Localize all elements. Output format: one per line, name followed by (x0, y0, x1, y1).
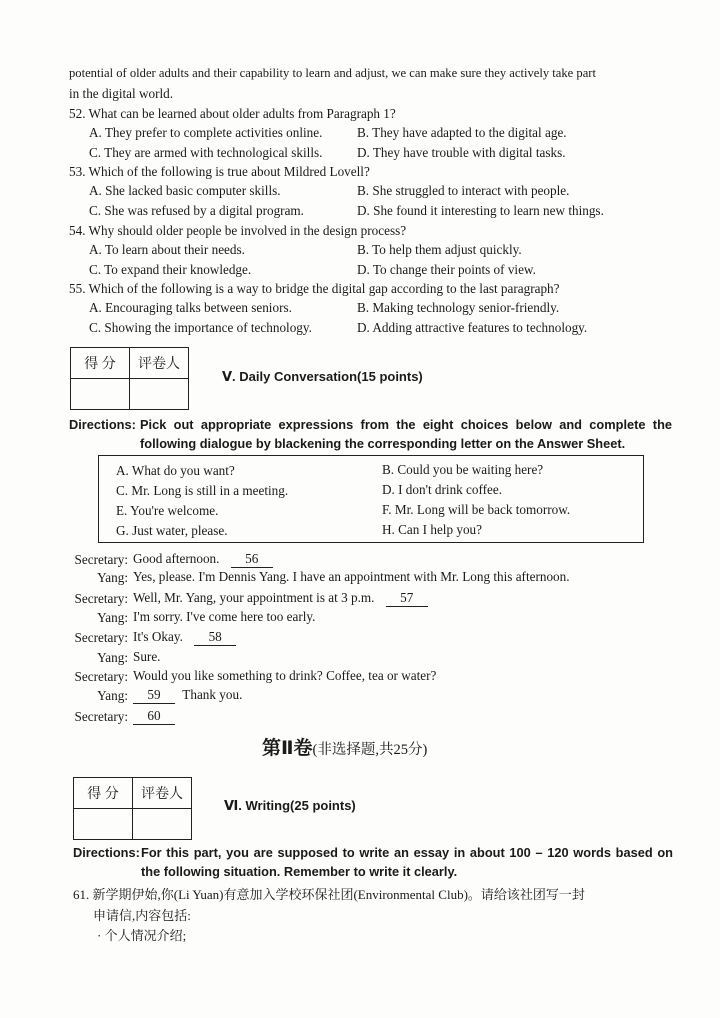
dialogue-speaker: Yang: (97, 610, 128, 625)
score-cell (71, 379, 130, 410)
dialogue-text: Would you like something to drink? Coffee, tea or water? (133, 668, 437, 683)
dialogue-line (133, 708, 175, 725)
choice-f: F. Mr. Long will be back tomorrow. (382, 502, 571, 517)
choice-g: G. Just water, please. (116, 523, 228, 538)
q53-option-d: D. She found it interesting to learn new things. (357, 203, 604, 218)
section-5-directions-line-2: following dialogue by blackening the corresponding letter on the Answer Sheet. (140, 436, 626, 451)
q52-option-b: B. They have adapted to the digital age. (357, 125, 567, 140)
choice-a: A. What do you want? (116, 463, 235, 478)
q55-option-c: C. Showing the importance of technology. (89, 320, 312, 335)
intro-line-1: potential of older adults and their capability to learn and adjust, we can make sure they actively take part (69, 66, 596, 80)
question-61-line-2: 申请信,内容包括: (93, 908, 191, 923)
dialogue-text: Well, Mr. Yang, your appointment is at 3 p.m. (133, 590, 375, 605)
dialogue-speaker: Secretary: (74, 630, 128, 645)
score-label: 得 分 (71, 348, 130, 379)
q54-option-d: D. To change their points of view. (357, 262, 536, 277)
dialogue-speaker: Yang: (97, 688, 128, 703)
q55-option-d: D. Adding attractive features to technology. (357, 320, 588, 335)
score-label: 得 分 (74, 778, 133, 809)
section-5-directions-label: Directions: (69, 417, 136, 432)
section-6-directions-line-1: For this part, you are supposed to write an essay in about 100 – 120 words based on (141, 845, 673, 860)
q55-option-b: B. Making technology senior-friendly. (357, 300, 560, 315)
dialogue-line (133, 687, 242, 704)
part-2-title: 第Ⅱ卷 (262, 737, 313, 759)
dialogue-speaker: Yang: (97, 570, 128, 585)
dialogue-speaker: Secretary: (74, 669, 128, 684)
dialogue-line (133, 629, 236, 646)
question-61-line-1: 61. 新学期伊始,你(Li Yuan)有意加入学校环保社团(Environmental Club)。请给该社团写一封 (73, 887, 585, 902)
section-6-directions-line-2: the following situation. Remember to write it clearly. (141, 864, 458, 879)
q54-option-a: A. To learn about their needs. (89, 242, 245, 257)
dialogue-text: It's Okay. (133, 629, 183, 644)
q54-option-b: B. To help them adjust quickly. (357, 242, 522, 257)
question-55-stem: 55. Which of the following is a way to bridge the digital gap according to the last paragraph? (69, 281, 560, 296)
dialogue-line (133, 590, 428, 607)
dialogue-speaker: Secretary: (74, 591, 128, 606)
choice-c: C. Mr. Long is still in a meeting. (116, 483, 289, 498)
dialogue-text: Sure. (133, 649, 161, 664)
dialogue-line (133, 551, 273, 568)
part-2-heading (262, 733, 427, 760)
answer-blank-56: 56 (231, 551, 273, 568)
q53-option-b: B. She struggled to interact with people. (357, 183, 570, 198)
dialogue-text-after: Thank you. (182, 687, 243, 702)
answer-blank-59: 59 (133, 687, 175, 704)
grader-label: 评卷人 (133, 778, 192, 809)
intro-line-2: in the digital world. (69, 86, 174, 101)
choice-h: H. Can I help you? (382, 522, 482, 537)
part-2-subtitle: (非选择题,共25分) (312, 742, 428, 758)
score-table-section-5 (70, 347, 189, 410)
q55-option-a: A. Encouraging talks between seniors. (89, 300, 292, 315)
q54-option-c: C. To expand their knowledge. (89, 262, 252, 277)
score-table-section-6 (73, 777, 192, 840)
section-6-directions-label: Directions: (73, 845, 140, 860)
choice-b: B. Could you be waiting here? (382, 462, 544, 477)
q53-option-a: A. She lacked basic computer skills. (89, 183, 281, 198)
answer-blank-60: 60 (133, 708, 175, 725)
q52-option-d: D. They have trouble with digital tasks. (357, 145, 566, 160)
q52-option-a: A. They prefer to complete activities online. (89, 125, 323, 140)
grader-cell (133, 809, 192, 840)
dialogue-speaker: Secretary: (74, 709, 128, 724)
answer-blank-57: 57 (386, 590, 428, 607)
choice-e: E. You're welcome. (116, 503, 219, 518)
question-53-stem: 53. Which of the following is true about Mildred Lovell? (69, 164, 370, 179)
grader-cell (130, 379, 189, 410)
section-5-title: Ⅴ. Daily Conversation(15 points) (222, 369, 423, 384)
score-cell (74, 809, 133, 840)
dialogue-text: Yes, please. I'm Dennis Yang. I have an appointment with Mr. Long this afternoon. (133, 569, 570, 584)
dialogue-text: Good afternoon. (133, 551, 220, 566)
q53-option-c: C. She was refused by a digital program. (89, 203, 304, 218)
q52-option-c: C. They are armed with technological skills. (89, 145, 323, 160)
question-52-stem: 52. What can be learned about older adults from Paragraph 1? (69, 106, 396, 121)
section-5-directions-line-1: Pick out appropriate expressions from the eight choices below and complete the (140, 417, 672, 432)
question-61-bullet-1: · 个人情况介绍; (97, 928, 187, 943)
section-6-title: Ⅵ. Writing(25 points) (224, 798, 356, 813)
grader-label: 评卷人 (130, 348, 189, 379)
question-54-stem: 54. Why should older people be involved in the design process? (69, 223, 407, 238)
answer-blank-58: 58 (194, 629, 236, 646)
dialogue-speaker: Yang: (97, 650, 128, 665)
choice-d: D. I don't drink coffee. (382, 482, 503, 497)
dialogue-text: I'm sorry. I've come here too early. (133, 609, 316, 624)
dialogue-speaker: Secretary: (74, 552, 128, 567)
